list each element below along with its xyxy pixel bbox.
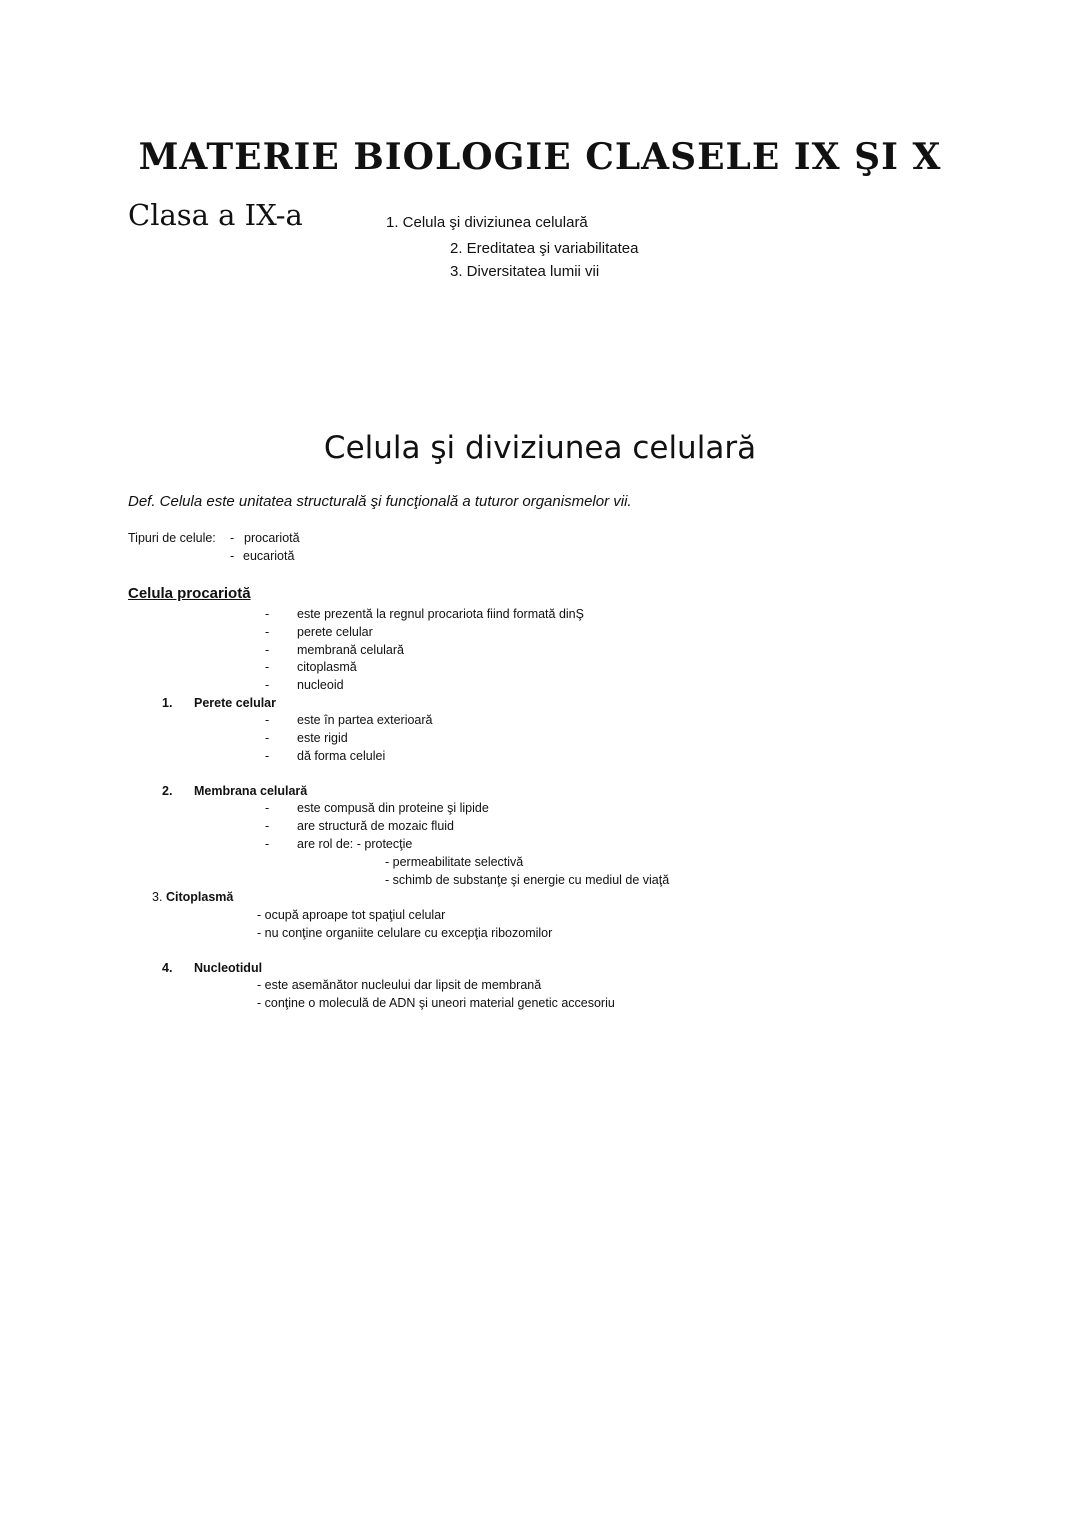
toc-item: 3. Diversitatea lumii vii bbox=[450, 263, 600, 280]
list-item: - conţine o moleculă de ADN şi uneori material genetic accesoriu bbox=[257, 996, 615, 1010]
subsection-heading: Celula procariotă bbox=[128, 585, 251, 602]
section-title: Celula şi diviziunea celulară bbox=[323, 430, 757, 466]
dash-marker: - bbox=[265, 837, 270, 851]
cell-types-label: Tipuri de celule: bbox=[128, 531, 216, 545]
definition-text: Def. Celula este unitatea structurală şi funcţională a tuturor organismelor vii. bbox=[128, 493, 632, 510]
dash-marker: - bbox=[265, 678, 270, 692]
toc-item: 1. Celula şi diviziunea celulară bbox=[386, 214, 588, 231]
list-item: nucleoid bbox=[297, 678, 344, 692]
list-item: perete celular bbox=[297, 625, 373, 639]
dash-marker: - bbox=[230, 549, 235, 563]
item-number: 3. bbox=[152, 890, 163, 904]
dash-marker: - bbox=[265, 660, 270, 674]
list-item: membrană celulară bbox=[297, 643, 404, 657]
dash-marker: - bbox=[265, 607, 270, 621]
item-heading: Nucleotidul bbox=[194, 961, 263, 975]
item-number: 1. bbox=[162, 696, 173, 710]
list-item: are rol de: - protecţie bbox=[297, 837, 413, 851]
dash-marker: - bbox=[265, 643, 270, 657]
item-heading: Perete celular bbox=[194, 696, 276, 710]
list-item: este prezentă la regnul procariota fiind formată dinŞ bbox=[297, 607, 584, 621]
item-heading: Citoplasmă bbox=[166, 890, 234, 904]
item-heading: Membrana celulară bbox=[194, 784, 308, 798]
list-subitem: - schimb de substanţe şi energie cu mediul de viaţă bbox=[385, 873, 670, 887]
dash-marker: - bbox=[265, 731, 270, 745]
cell-type-item: eucariotă bbox=[243, 549, 295, 563]
list-item: - este asemănător nucleului dar lipsit de membrană bbox=[257, 978, 542, 992]
dash-marker: - bbox=[265, 713, 270, 727]
list-item: - ocupă aproape tot spaţiul celular bbox=[257, 908, 446, 922]
toc-item: 2. Ereditatea şi variabilitatea bbox=[450, 240, 639, 257]
list-subitem: - permeabilitate selectivă bbox=[385, 855, 524, 869]
list-item: este compusă din proteine şi lipide bbox=[297, 801, 489, 815]
cell-type-item: procariotă bbox=[244, 531, 300, 545]
dash-marker: - bbox=[265, 801, 270, 815]
list-item: este în partea exterioară bbox=[297, 713, 433, 727]
dash-marker: - bbox=[230, 531, 235, 545]
dash-marker: - bbox=[265, 625, 270, 639]
list-item: citoplasmă bbox=[297, 660, 357, 674]
item-number: 4. bbox=[162, 961, 173, 975]
grade-heading: Clasa a IX-a bbox=[128, 198, 303, 232]
list-item: - nu conţine organiite celulare cu excepţia ribozomilor bbox=[257, 926, 553, 940]
document-title: MATERIE BIOLOGIE CLASELE IX ŞI X bbox=[138, 136, 942, 178]
list-item: este rigid bbox=[297, 731, 348, 745]
list-item: are structură de mozaic fluid bbox=[297, 819, 455, 833]
dash-marker: - bbox=[265, 819, 270, 833]
list-item: dă forma celulei bbox=[297, 749, 386, 763]
item-number: 2. bbox=[162, 784, 173, 798]
dash-marker: - bbox=[265, 749, 270, 763]
